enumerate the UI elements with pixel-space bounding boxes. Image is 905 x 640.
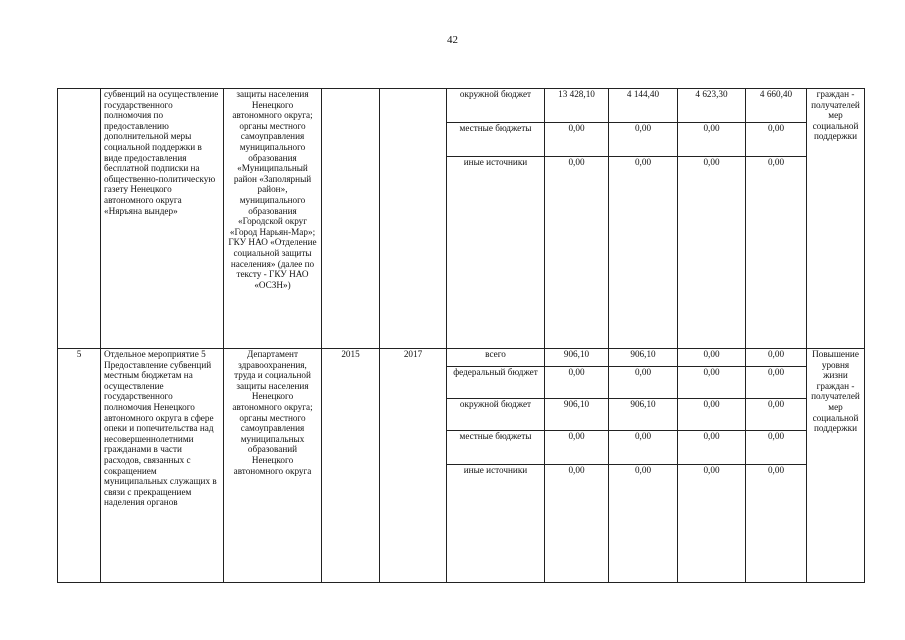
amount-total: 906,10 — [545, 349, 609, 367]
start-year-cell: 2015 — [322, 349, 380, 583]
amount-2017: 4 660,40 — [746, 89, 807, 123]
amount-2015: 906,10 — [609, 349, 678, 367]
amount-total: 906,10 — [545, 399, 609, 431]
end-year-cell — [380, 89, 447, 349]
amount-2015: 0,00 — [609, 431, 678, 465]
amount-2016: 0,00 — [678, 157, 746, 349]
amount-total: 0,00 — [545, 123, 609, 157]
amount-2015: 4 144,40 — [609, 89, 678, 123]
table-row — [58, 89, 865, 123]
funding-source: местные бюджеты — [447, 123, 545, 157]
amount-2016: 0,00 — [678, 349, 746, 367]
executor-cell: Департамент здравоохранения, труда и социальной защиты населения Ненецкого автономного округа; органы местного самоуправления муниципальных образований Ненецкого автономного округа — [224, 349, 322, 583]
amount-2016: 0,00 — [678, 431, 746, 465]
row-number-cell — [58, 89, 101, 349]
start-year-cell — [322, 89, 380, 349]
measure-description: Отдельное мероприятие 5 Предоставление субвенций местным бюджетам на осуществление государственного полномочия Ненецкого автономного округа в сфере опеки и попечительства над несовершеннолетними гражданами в части расходов, связанных с сокращением муниципальных служащих в связи с прекращением наделения органов — [101, 349, 224, 583]
program-table — [57, 88, 865, 583]
amount-2017: 0,00 — [746, 349, 807, 367]
executor-cell: защиты населения Ненецкого автономного округа; органы местного самоуправления муниципального образования «Муниципальный район «Заполярный район», муниципального образования «Городской округ «Город Нарьян-Мар»; ГКУ НАО «Отделение социальной защиты населения» (далее по тексту - ГКУ НАО «ОСЗН») — [224, 89, 322, 349]
amount-2015: 0,00 — [609, 123, 678, 157]
expected-result: граждан - получателей мер социальной поддержки — [807, 89, 865, 349]
amount-2017: 0,00 — [746, 431, 807, 465]
amount-total: 0,00 — [545, 157, 609, 349]
funding-source: федеральный бюджет — [447, 367, 545, 399]
amount-total: 0,00 — [545, 465, 609, 583]
amount-total: 13 428,10 — [545, 89, 609, 123]
amount-2015: 906,10 — [609, 399, 678, 431]
amount-2017: 0,00 — [746, 367, 807, 399]
measure-description: субвенций на осуществление государственного полномочия по предоставлению дополнительной меры социальной поддержки в виде предоставления бесплатной подписки на общественно-политическую газету Ненецкого автономного округа «Няръяна вындер» — [101, 89, 224, 349]
amount-2015: 0,00 — [609, 465, 678, 583]
amount-total: 0,00 — [545, 431, 609, 465]
end-year-cell: 2017 — [380, 349, 447, 583]
amount-2016: 0,00 — [678, 123, 746, 157]
amount-2016: 0,00 — [678, 399, 746, 431]
funding-source: иные источники — [447, 157, 545, 349]
funding-source: всего — [447, 349, 545, 367]
amount-2015: 0,00 — [609, 367, 678, 399]
amount-2016: 0,00 — [678, 367, 746, 399]
amount-2017: 0,00 — [746, 157, 807, 349]
amount-2015: 0,00 — [609, 157, 678, 349]
table-row — [58, 349, 865, 367]
amount-2016: 0,00 — [678, 465, 746, 583]
funding-source: иные источники — [447, 465, 545, 583]
amount-2017: 0,00 — [746, 399, 807, 431]
funding-source: окружной бюджет — [447, 89, 545, 123]
funding-source: окружной бюджет — [447, 399, 545, 431]
page-number: 42 — [447, 34, 458, 46]
expected-result: Повышение уровня жизни граждан - получателей мер социальной поддержки — [807, 349, 865, 583]
amount-2016: 4 623,30 — [678, 89, 746, 123]
amount-2017: 0,00 — [746, 123, 807, 157]
funding-source: местные бюджеты — [447, 431, 545, 465]
amount-2017: 0,00 — [746, 465, 807, 583]
row-number-cell: 5 — [58, 349, 101, 583]
amount-total: 0,00 — [545, 367, 609, 399]
